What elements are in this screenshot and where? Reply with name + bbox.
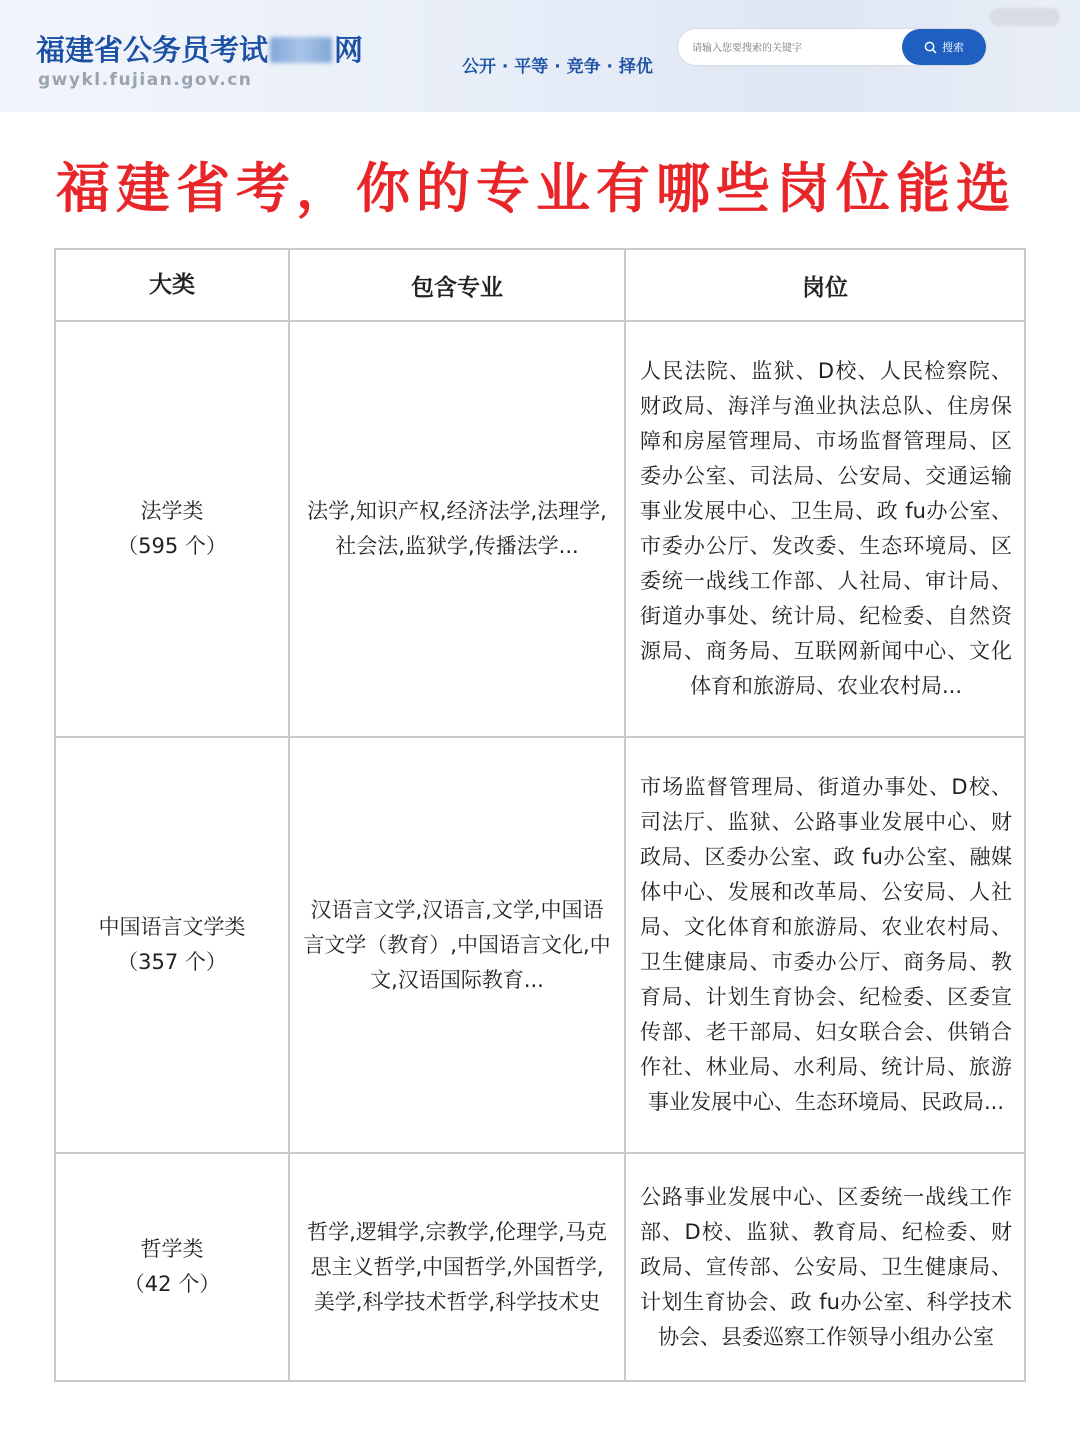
majors-cell: 哲学,逻辑学,宗教学,伦理学,马克思主义哲学,中国哲学,外国哲学,美学,科学技术哲学,科学技术史 bbox=[289, 1153, 625, 1381]
majors-cell: 汉语言文学,汉语言,文学,中国语言文学（教育）,中国语言文化,中文,汉语国际教育... bbox=[289, 737, 625, 1153]
header-posts: 岗位 bbox=[625, 249, 1025, 321]
header-majors: 包含专业 bbox=[289, 249, 625, 321]
site-title-suffix: 网 bbox=[334, 33, 364, 67]
category-count: （595 个） bbox=[117, 534, 227, 558]
site-logo[interactable] bbox=[36, 28, 363, 69]
category-count: （357 个） bbox=[117, 950, 227, 974]
majors-cell: 法学,知识产权,经济法学,法理学,社会法,监狱学,传播法学... bbox=[289, 321, 625, 737]
site-title: 福建省公务员考试 bbox=[36, 33, 269, 67]
search-bar bbox=[678, 29, 986, 65]
category-name: 法学类 bbox=[140, 499, 204, 523]
table-header-row bbox=[55, 249, 1025, 321]
site-url: gwykl.fujian.gov.cn bbox=[38, 70, 253, 90]
category-name: 中国语言文学类 bbox=[98, 915, 246, 939]
major-position-table bbox=[54, 248, 1026, 1382]
search-button-label: 搜索 bbox=[942, 41, 964, 54]
category-count: （42 个） bbox=[123, 1272, 221, 1296]
category-cell bbox=[55, 737, 289, 1153]
search-button[interactable] bbox=[902, 29, 986, 65]
table-row bbox=[55, 321, 1025, 737]
posts-cell: 市场监督管理局、街道办事处、D校、司法厅、监狱、公路事业发展中心、财政局、区委办公室、政 fu办公室、融媒体中心、发展和改革局、公安局、人社局、文化体育和旅游局、农业农村局、卫生健康局、市委办公厅、商务局、教育局、计划生育协会、纪检委、区委宣传部、老干部局、妇女联合会、供销合作社、林业局、水利局、统计局、旅游事业发展中心、生态环境局、民政局... bbox=[625, 737, 1025, 1153]
category-name: 哲学类 bbox=[140, 1237, 204, 1261]
posts-cell: 人民法院、监狱、D校、人民检察院、财政局、海洋与渔业执法总队、住房保障和房屋管理局、市场监督管理局、区委办公室、司法局、公安局、交通运输事业发展中心、卫生局、政 fu办公室、市委办公厅、发改委、生态环境局、区委统一战线工作部、人社局、审计局、街道办事处、统计局、纪检委、自然资源局、商务局、互联网新闻中心、文化体育和旅游局、农业农村局... bbox=[625, 321, 1025, 737]
site-slogan: 公开 · 平等 · 竞争 · 择优 bbox=[462, 57, 653, 77]
blurred-pill bbox=[990, 8, 1060, 26]
search-icon bbox=[924, 41, 937, 54]
site-header-banner bbox=[0, 0, 1080, 112]
category-cell bbox=[55, 1153, 289, 1381]
posts-cell: 公路事业发展中心、区委统一战线工作部、D校、监狱、教育局、纪检委、财政局、宣传部、公安局、卫生健康局、计划生育协会、政 fu办公室、科学技术协会、县委巡察工作领导小组办公室 bbox=[625, 1153, 1025, 1381]
category-cell bbox=[55, 321, 289, 737]
table-row bbox=[55, 1153, 1025, 1381]
blurred-text bbox=[270, 37, 332, 63]
page-headline: 福建省考，你的专业有哪些岗位能选 bbox=[56, 157, 1016, 220]
table-row bbox=[55, 737, 1025, 1153]
search-input[interactable] bbox=[690, 37, 894, 59]
header-category: 大类 bbox=[55, 249, 289, 321]
